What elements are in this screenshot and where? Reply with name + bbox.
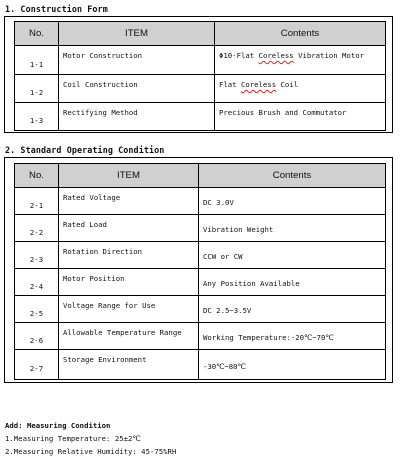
row-item: Rated Load (59, 215, 199, 242)
construction-form-table (14, 21, 386, 131)
row-item: Rotation Direction (59, 242, 199, 269)
header-item: ITEM (59, 22, 215, 46)
table-row (15, 103, 386, 131)
row-item: Rectifying Method (59, 103, 215, 131)
measuring-condition-title: Add: Measuring Condition (5, 421, 111, 430)
row-contents: Precious Brush and Commutator (215, 103, 386, 131)
row-no: 2-2 (15, 215, 59, 242)
row-item: Motor Construction (59, 46, 215, 75)
measuring-condition-line: 2.Measuring Relative Humidity: 45-75%RH (5, 447, 177, 456)
table-row (15, 323, 386, 350)
row-no: 2-1 (15, 188, 59, 215)
table-row (15, 350, 386, 380)
row-contents: CCW or CW (199, 242, 386, 269)
row-contents: Vibration Weight (199, 215, 386, 242)
row-no: 2-7 (15, 350, 59, 380)
table-row (15, 242, 386, 269)
spellcheck-marked-word: Coreless (240, 80, 277, 89)
row-contents: Working Temperature:-20℃~70℃ (199, 323, 386, 350)
row-contents (215, 46, 386, 75)
section-2-title: 2. Standard Operating Condition (5, 145, 165, 155)
row-contents: DC 3.0V (199, 188, 386, 215)
measuring-condition-line: 1.Measuring Temperature: 25±2℃ (5, 434, 141, 443)
row-no: 2-4 (15, 269, 59, 296)
row-no: 2-6 (15, 323, 59, 350)
contents-text: Vibration Motor (293, 51, 364, 60)
row-contents: -30℃~80℃ (199, 350, 386, 380)
header-contents: Contents (199, 164, 386, 188)
row-contents: DC 2.5~3.5V (199, 296, 386, 323)
row-no: 2-5 (15, 296, 59, 323)
row-no: 2-3 (15, 242, 59, 269)
row-item: Rated Voltage (59, 188, 199, 215)
row-item: Storage Environment (59, 350, 199, 380)
section-1-title: 1. Construction Form (5, 4, 108, 14)
spellcheck-marked-word: Coreless (258, 51, 294, 60)
table-row (15, 296, 386, 323)
row-no: 1-1 (15, 46, 59, 75)
table-row (15, 269, 386, 296)
row-no: 1-2 (15, 75, 59, 103)
row-contents: Any Position Available (199, 269, 386, 296)
contents-text: Flat (219, 80, 241, 89)
header-no: No. (15, 164, 59, 188)
row-no: 1-3 (15, 103, 59, 131)
row-contents (215, 75, 386, 103)
header-no: No. (15, 22, 59, 46)
table-header-row (15, 22, 386, 46)
table-row (15, 46, 386, 75)
row-item: Allowable Temperature Range (59, 323, 199, 350)
table-row (15, 75, 386, 103)
table-row (15, 188, 386, 215)
contents-text: Φ10-Flat (219, 51, 259, 60)
row-item: Motor Position (59, 269, 199, 296)
header-contents: Contents (215, 22, 386, 46)
contents-text: Coil (276, 80, 299, 89)
table-header-row (15, 164, 386, 188)
operating-condition-table (14, 163, 386, 380)
table-row (15, 215, 386, 242)
row-item: Coil Construction (59, 75, 215, 103)
row-item: Voltage Range for Use (59, 296, 199, 323)
header-item: ITEM (59, 164, 199, 188)
